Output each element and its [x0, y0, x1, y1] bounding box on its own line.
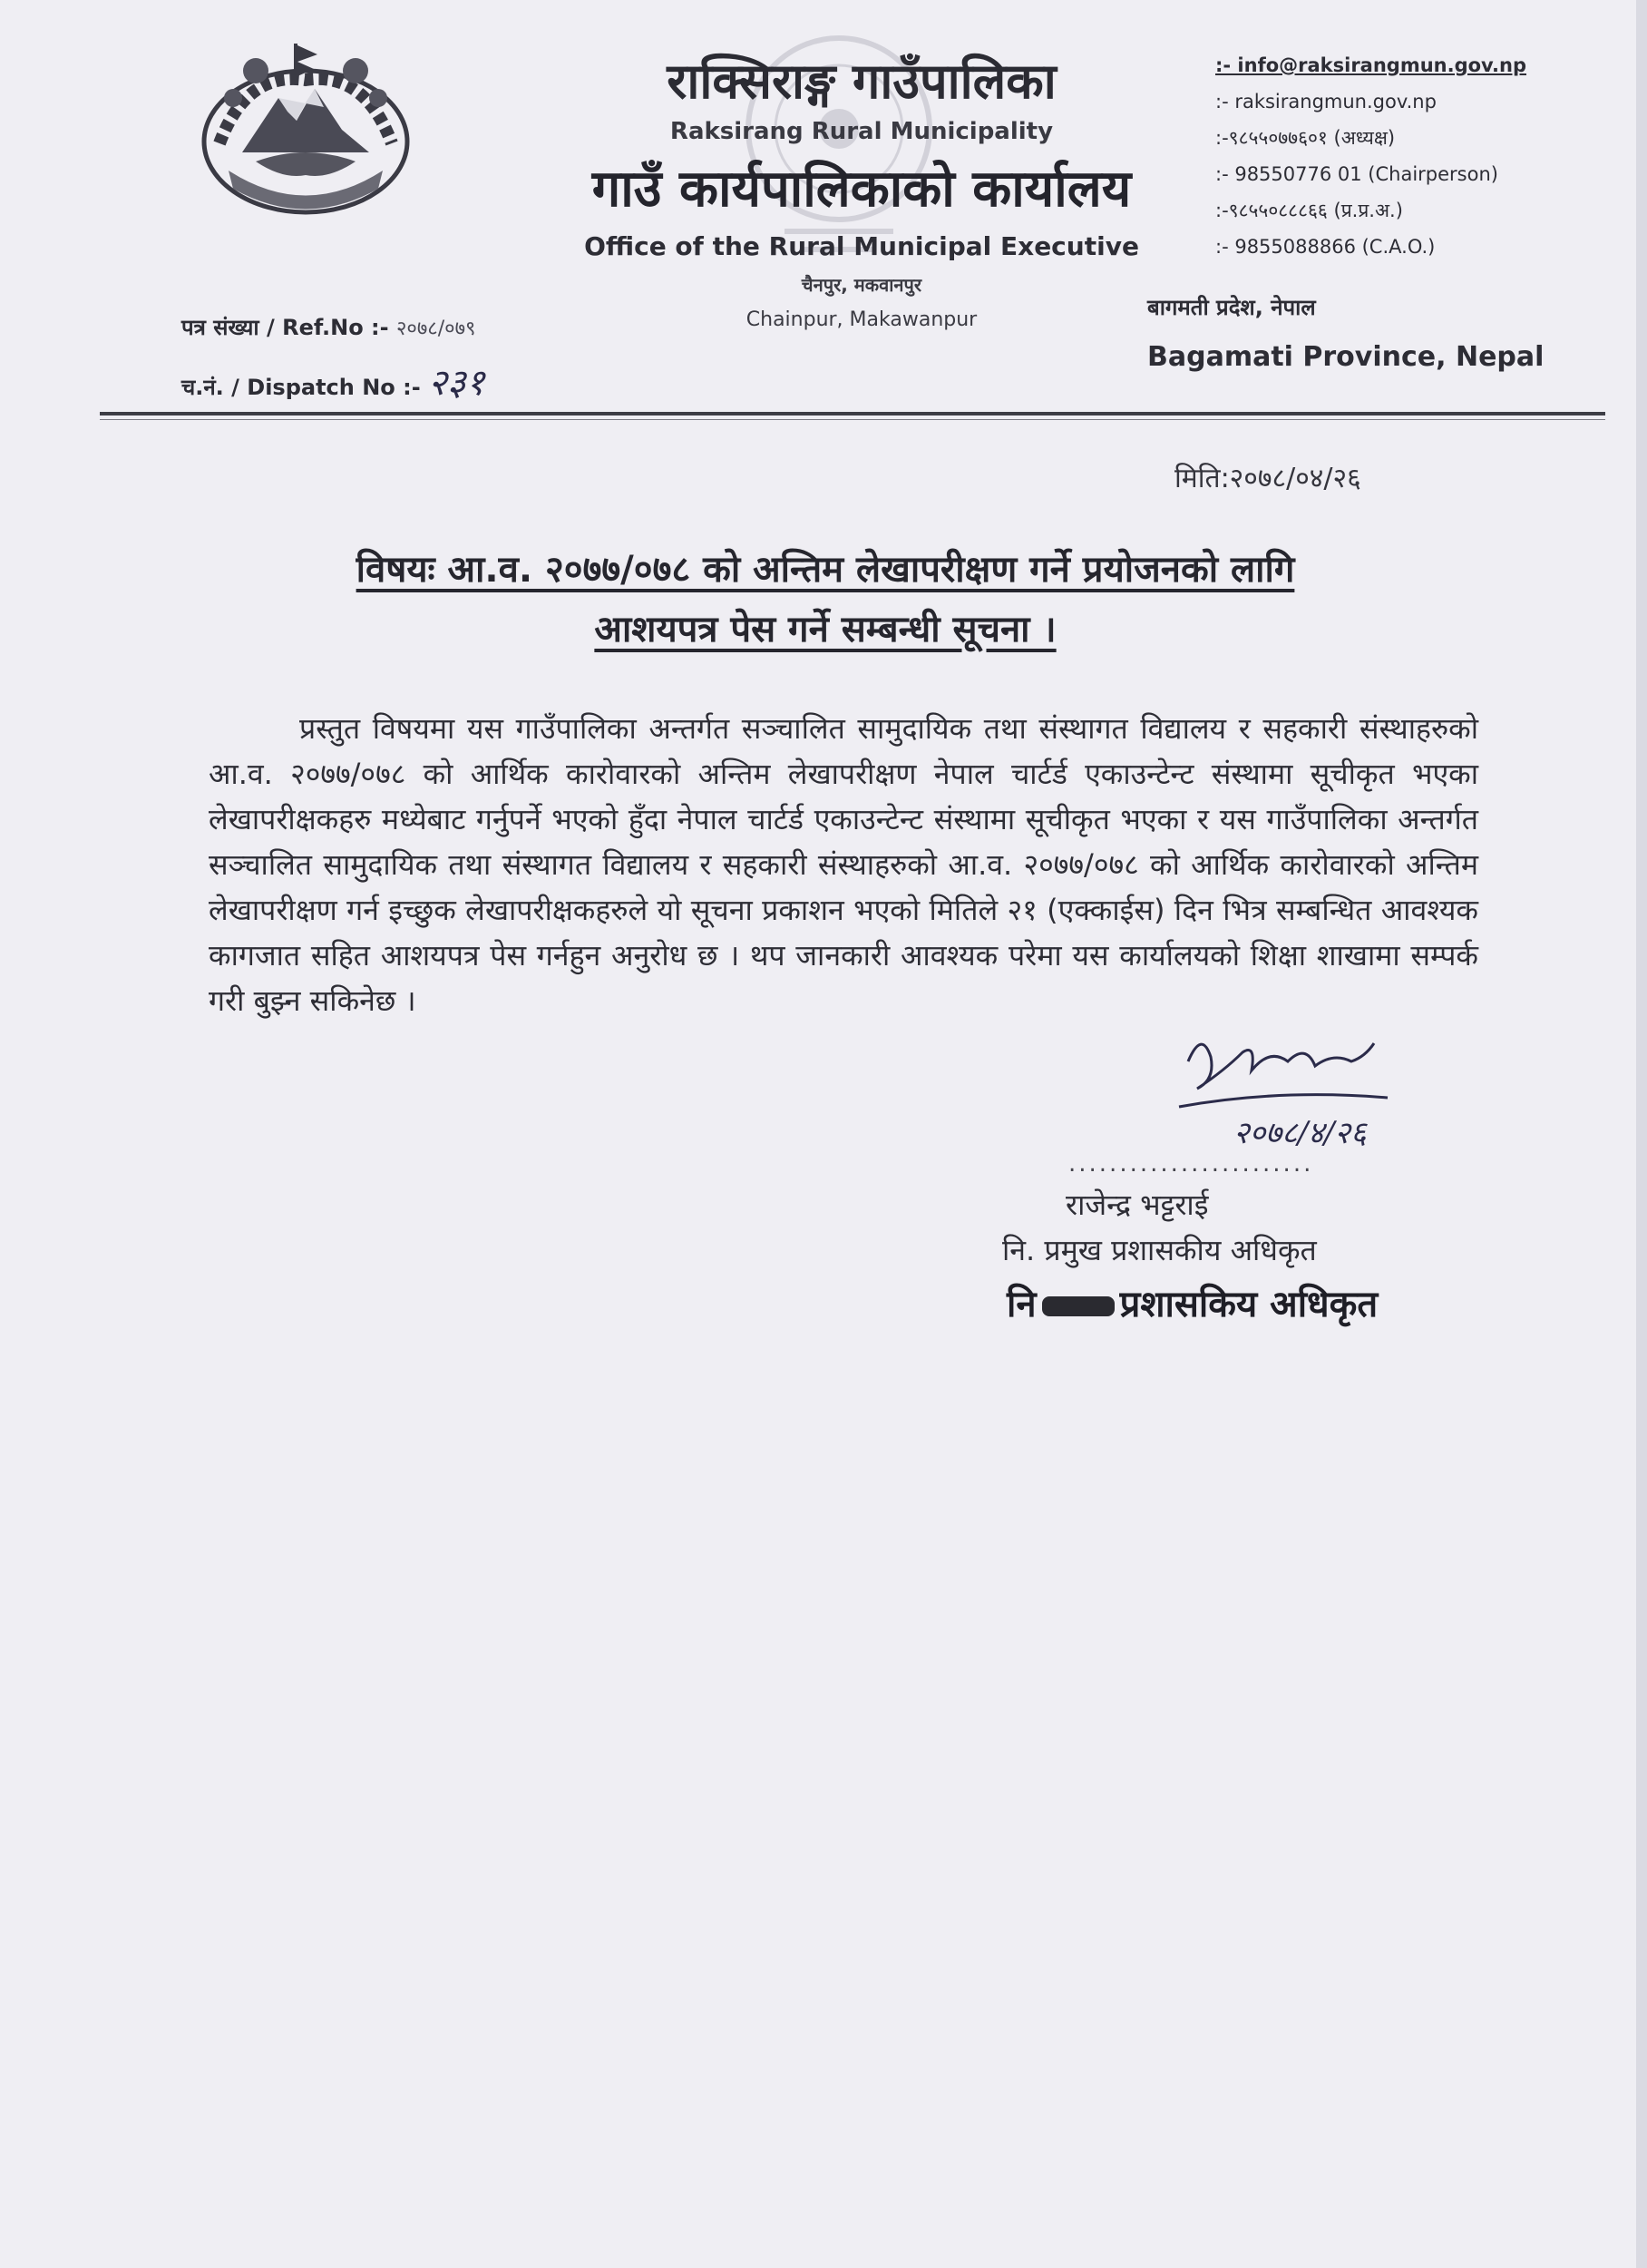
signature-dotted-line: ........................ [1068, 1150, 1314, 1178]
office-name-en: Office of the Rural Municipal Executive [584, 231, 1139, 261]
handwritten-date: २०७८/४/२६ [1233, 1115, 1367, 1151]
notice-body: प्रस्तुत विषयमा यस गाउँपालिका अन्तर्गत सञ्चालित सामुदायिक तथा संस्थागत विद्यालय र सहकारी संस्थाहरुको आ.व. २०७७/०७८ को आर्थिक कारोवारको अन्तिम लेखापरीक्षण नेपाल चार्टर्ड एकाउन्टेन्ट संस्थामा सूचीकृत भएका लेखापरीक्षकहरु मध्येबाट गर्नुपर्ने भएको हुँदा नेपाल चार्टर्ड एकाउन्टेन्ट संस्थामा सूचीकृत भएका र यस गाउँपालिका अन्तर्गत सञ्चालित सामुदायिक तथा संस्थागत विद्यालय र सहकारी संस्थाहरुको आ.व. २०७७/०७८ को आर्थिक कारोवारको अन्तिम लेखापरीक्षण गर्न इच्छुक लेखापरीक्षकहरुले यो सूचना प्रकाशन भएको मितिले २१ (एक्काईस) दिन भित्र सम्बन्धित आवश्यक कागजात सहित आशयपत्र पेस गर्नहुन अनुरोध छ । थप जानकारी आवश्यक परेमा यस कार्यालयको शिक्षा शाखामा सम्पर्क गरी बुझ्न सकिनेछ । [209, 711, 1478, 1018]
nepal-emblem-icon [192, 34, 419, 225]
stamp-text-post: प्रशासकिय अधिकृत [1119, 1284, 1379, 1325]
subject-line-2 [236, 602, 1415, 652]
handwritten-signature [1170, 1025, 1415, 1170]
phone-chairperson-en: :- 98550776 01 (Chairperson) [1215, 163, 1498, 185]
location-np: चैनपुर, मकवानपुर [801, 274, 922, 296]
subject-text-1: विषयः आ.व. २०७७/०७८ को अन्तिम लेखापरीक्षण गर्ने प्रयोजनको लागि [356, 549, 1295, 591]
ref-value: २०७८/०७९ [395, 318, 476, 340]
stamp-text-pre: नि [1007, 1284, 1037, 1325]
signatory-name: राजेन्द्र भट्टराई [1066, 1188, 1209, 1222]
subject-line-1 [236, 543, 1415, 592]
reference-number [181, 312, 475, 342]
ref-label: पत्र संख्या / Ref.No :- [181, 315, 389, 340]
designation-stamp [1007, 1277, 1378, 1327]
header-divider [100, 412, 1605, 415]
dispatch-label: च.नं. / Dispatch No :- [181, 375, 421, 400]
dispatch-number [181, 356, 484, 406]
province-en: Bagamati Province, Nepal [1147, 341, 1545, 373]
phone-chairperson-np: :-९८५५०७७६०१ (अध्यक्ष) [1215, 127, 1396, 149]
phone-cao-np: :-९८५५०८८८६६ (प्र.प्र.अ.) [1215, 200, 1403, 221]
dispatch-value: २३१ [428, 362, 485, 404]
website-link[interactable]: :- raksirangmun.gov.np [1215, 91, 1437, 112]
paper-edge [1636, 0, 1647, 2268]
letter-date: मिति:२०७८/०४/२६ [1174, 463, 1361, 494]
header-divider-thin [100, 419, 1605, 420]
email-link[interactable]: :- info@raksirangmun.gov.np [1215, 54, 1526, 76]
subject-text-2: आशयपत्र पेस गर्ने सम्बन्धी सूचना । [594, 609, 1057, 650]
phone-cao-en: :- 9855088866 (C.A.O.) [1215, 236, 1436, 258]
office-name-np: गाउँ कार्यपालिकाको कार्यालय [591, 160, 1132, 219]
location-en: Chainpur, Makawanpur [746, 308, 978, 331]
municipality-name-en: Raksirang Rural Municipality [669, 118, 1054, 145]
signatory-title: नि. प्रमुख प्रशासकीय अधिकृत [1002, 1233, 1317, 1267]
municipality-name-np: राक्सिराङ्ग गाउँपालिका [667, 53, 1057, 110]
contact-block [1215, 47, 1614, 265]
ink-smudge [1042, 1296, 1115, 1316]
province-np: बागमती प्रदेश, नेपाल [1147, 295, 1316, 320]
